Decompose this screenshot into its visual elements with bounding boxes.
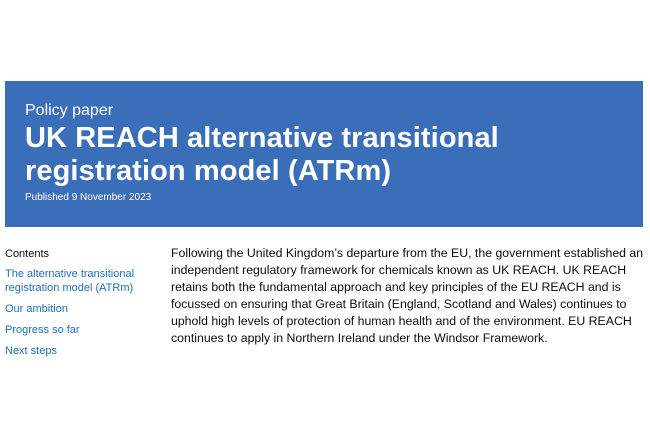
contents-heading: Contents xyxy=(5,248,50,260)
published-date: Published 9 November 2023 xyxy=(25,192,152,203)
contents-item xyxy=(5,267,155,295)
page-title: UK REACH alternative transitional registration model (ATRm) xyxy=(25,122,499,187)
contents-item xyxy=(5,302,155,316)
contents-link-progress-so-far[interactable]: Progress so far xyxy=(5,324,80,336)
contents-link-our-ambition[interactable]: Our ambition xyxy=(5,303,68,315)
contents-item xyxy=(5,344,155,358)
intro-paragraph: Following the United Kingdom’s departure from the EU, the government established an independent regulatory framework for chemicals known as UK REACH. UK REACH retains both the fundamental approach and key principles of the EU REACH and is focussed on ensuring that Great Britain (England, Scotland and Wales) continues to uphold high levels of protection of human health and of the environment. EU REACH continues to apply in Northern Ireland under the Windsor Framework. xyxy=(171,246,644,345)
contents-link-next-steps[interactable]: Next steps xyxy=(5,345,57,357)
contents-item xyxy=(5,323,155,337)
document-type: Policy paper xyxy=(25,102,114,119)
contents-list xyxy=(5,267,155,358)
page-header-banner xyxy=(5,81,643,227)
contents-link-atrm[interactable]: The alternative transitional registration model (ATRm) xyxy=(5,268,135,294)
contents-nav xyxy=(5,247,155,365)
